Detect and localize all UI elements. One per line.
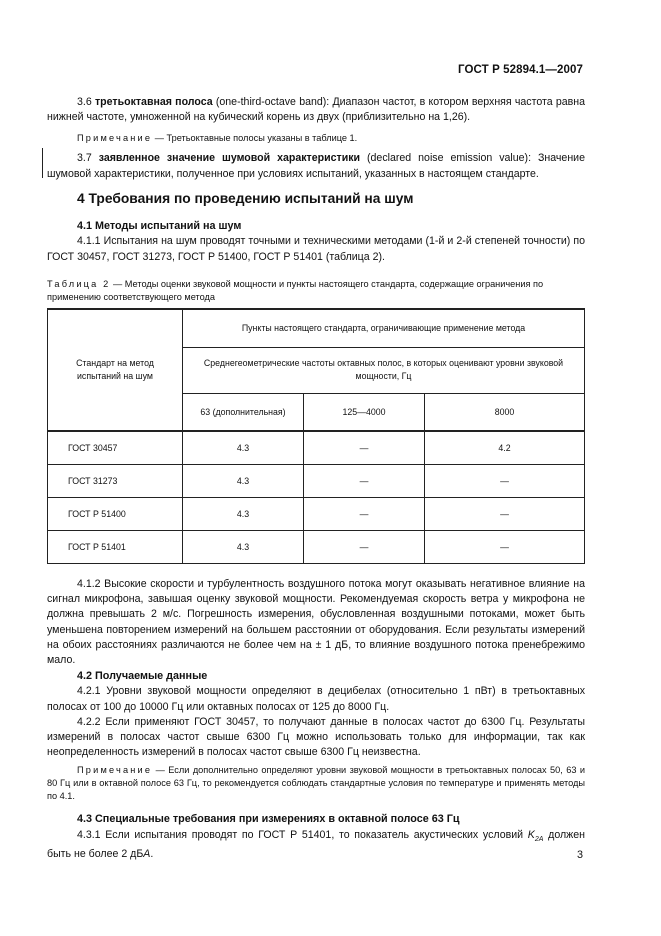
note-3-6	[47, 132, 585, 145]
clause-cell: —	[425, 464, 585, 497]
table-row	[48, 431, 585, 464]
paragraph-4-1-2: 4.1.2 Высокие скорости и турбулентность воздушного потока могут оказывать негативное влияние на сигнал микрофона, завышая оценку звуковой мощности. Рекомендуемая скорость ветра у микрофона не должна превышать 2 м/с. Погрешность измерения, обусловленная воздушными потоками, может быть уменьшена повторением измерений на большем расстоянии от оборудования. Если результаты измерений на обоих расстояниях различаются не более чем на ± 1 дБ, то влияние воздушного потока пренебрежимо мало.	[47, 578, 585, 667]
clause-cell: —	[304, 464, 425, 497]
clause-cell: 4.3	[183, 431, 304, 464]
clause-number: 3.6	[77, 96, 92, 108]
paragraph-4-2-2: 4.2.2 Если применяют ГОСТ 30457, то получают данные в полосах частот до 6300 Гц. Результаты измерений в полосах частот свыше 6300 Гц можно использовать только для информации, так как неопределенность измерений в полосах частот свыше 6300 Гц неизвестна.	[47, 715, 585, 759]
freq-header-63: 63 (дополнительная)	[183, 393, 304, 431]
section-4-block	[47, 191, 585, 265]
note-label: Примечание	[77, 133, 153, 144]
subsection-heading-4-2: 4.2 Получаемые данные	[77, 670, 208, 683]
standard-cell: ГОСТ Р 51401	[48, 530, 183, 563]
text-before-symbol: 4.3.1 Если испытания проводят по ГОСТ Р 51401, то показатель акустических условий	[77, 828, 524, 841]
paragraph-4-2-1: 4.2.1 Уровни звуковой мощности определяют в децибелах (относительно 1 пВт) в третьоктавных полосах от 100 до 10000 Гц или октавных полосах от 125 до 8000 Гц.	[47, 685, 585, 713]
clause-number: 3.7	[77, 152, 92, 165]
table-caption	[47, 278, 585, 304]
note-text: — Третьоктавные полосы указаны в таблице 1.	[154, 133, 358, 144]
symbol-k: K	[527, 828, 535, 841]
table-row	[48, 530, 585, 563]
note-label: Примечание	[77, 765, 153, 776]
text-after-symbol: должен быть не более 2 дБ	[47, 828, 585, 860]
col-subheader-frequencies: Среднегеометрические частоты октавных полос, в которых оценивают уровни звуковой мощности, Гц	[183, 347, 585, 393]
freq-header-8000: 8000	[425, 393, 585, 431]
clause-cell: —	[304, 431, 425, 464]
section-4-continued	[47, 577, 585, 862]
section-heading: 4 Требования по проведению испытаний на шум	[77, 191, 414, 206]
subsection-heading-4-3: 4.3 Специальные требования при измерениях в октавной полосе 63 Гц	[77, 813, 460, 826]
paragraph-4-3-1	[47, 828, 585, 863]
term: третьоктавная полоса	[94, 96, 213, 108]
table-row	[48, 497, 585, 530]
clause-cell: 4.3	[183, 497, 304, 530]
definitions-block	[47, 95, 585, 182]
document-number: ГОСТ Р 52894.1—2007	[458, 64, 583, 76]
clause-cell: —	[425, 497, 585, 530]
freq-header-125-4000: 125—4000	[304, 393, 425, 431]
col-header-standard: Стандарт на метод испытаний на шум	[48, 309, 183, 431]
methods-table	[47, 308, 585, 564]
clause-cell: 4.2	[425, 431, 585, 464]
sentence-end: .	[150, 847, 154, 860]
clause-cell: —	[425, 530, 585, 563]
term: заявленное значение шумовой характеристики	[98, 152, 361, 165]
paragraph-4-1-1: 4.1.1 Испытания на шум проводят точными и техническими методами (1-й и 2-й степеней точности) по ГОСТ 30457, ГОСТ 31273, ГОСТ Р 51400, ГОСТ Р 51401 (таблица 2).	[47, 235, 585, 263]
standard-cell: ГОСТ Р 51400	[48, 497, 183, 530]
clause-cell: 4.3	[183, 464, 304, 497]
clause-cell: —	[304, 497, 425, 530]
table-caption-text: — Методы оценки звуковой мощности и пункты настоящего стандарта, содержащие ограничения по применению соответствующего метода	[47, 279, 544, 302]
col-header-group: Пункты настоящего стандарта, ограничивающие применение метода	[183, 309, 585, 347]
subsection-heading-4-1: 4.1 Методы испытаний на шум	[77, 220, 242, 233]
note-text: — Если дополнительно определяют уровни звуковой мощности в третьоктавных полосах 50, 63 и 80 Гц или в октавной полосе 63 Гц, то рекомендуется соблюдать стандартные условия по температуре и применять методы по 4.1.	[47, 765, 585, 802]
page-number: 3	[576, 849, 583, 861]
paragraph-3-6	[47, 95, 585, 125]
unit-a: A	[143, 847, 151, 860]
clause-cell: 4.3	[183, 530, 304, 563]
paragraph-3-7	[47, 151, 585, 181]
symbol-subscript: 2A	[534, 835, 544, 843]
note-4-2	[47, 764, 585, 803]
standard-cell: ГОСТ 31273	[48, 464, 183, 497]
clause-cell: —	[304, 530, 425, 563]
table-header-row	[48, 309, 585, 347]
definition-text: (declared noise emission value): Значение шумовой характеристики, полученное при условиях испытаний, указанных в настоящем стандарте.	[47, 152, 585, 180]
table-caption-label: Таблица 2	[47, 279, 111, 289]
change-bar	[42, 148, 43, 178]
table-row	[48, 464, 585, 497]
definition-text: (one-third-octave band): Диапазон частот, в котором верхняя частота равна нижней частоте, умноженной на кубический корень из двух (приблизительно на 1,26).	[47, 96, 585, 124]
standard-cell: ГОСТ 30457	[48, 431, 183, 464]
